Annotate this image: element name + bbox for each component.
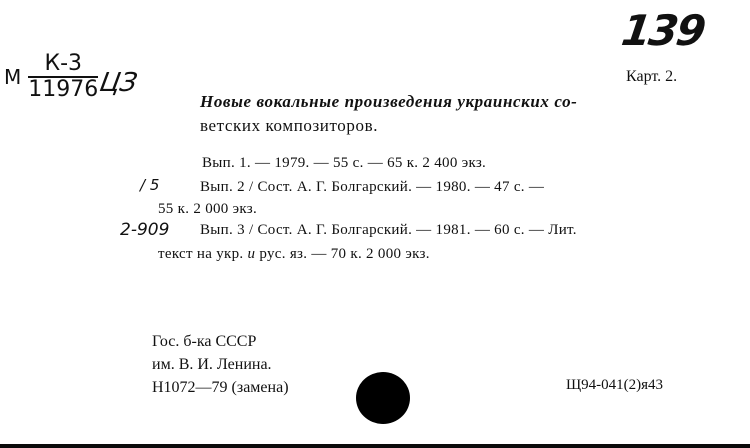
shelf-scribble: ЦЗ bbox=[97, 68, 140, 98]
title-line-1: Новые вокальные произведения украинских со- bbox=[200, 92, 578, 111]
volume-2-entry: Вып. 2 / Сост. А. Г. Болгарский. — 1980. — 47 с. — bbox=[200, 179, 545, 195]
library-honorific: им. В. И. Ленина. bbox=[152, 356, 272, 373]
library-print-code: Н1072—79 (замена) bbox=[152, 379, 289, 396]
shelf-numerator: К-3 bbox=[28, 52, 98, 78]
volume-2-handwritten-mark: / 5 bbox=[140, 176, 160, 194]
volume-3-text-pre: текст на укр. bbox=[158, 246, 248, 262]
volume-3-entry-cont bbox=[158, 246, 430, 263]
shelf-fraction bbox=[28, 52, 98, 102]
library-name: Гос. б-ка СССР bbox=[152, 333, 257, 350]
volume-3-text-post: рус. яз. — 70 к. 2 000 экз. bbox=[255, 246, 430, 262]
card-number: Карт. 2. bbox=[626, 68, 678, 85]
volume-2-entry-cont: 55 к. 2 000 экз. bbox=[158, 201, 258, 217]
inventory-number: 139 bbox=[618, 6, 708, 55]
volume-3-text-and: и bbox=[247, 246, 256, 262]
shelf-denominator: 11976 bbox=[28, 77, 99, 102]
volume-3-entry: Вып. 3 / Сост. А. Г. Болгарский. — 1981. — 60 с. — Лит. bbox=[200, 222, 577, 238]
card-bottom-edge bbox=[0, 444, 750, 448]
shelf-prefix: М bbox=[4, 65, 22, 89]
volume-1-entry: Вып. 1. — 1979. — 55 с. — 65 к. 2 400 экз. bbox=[202, 155, 487, 171]
punch-hole bbox=[356, 372, 410, 424]
classification-code: Щ94-041(2)я43 bbox=[566, 377, 664, 393]
volume-3-handwritten-mark: 2-909 bbox=[120, 220, 170, 240]
shelf-mark bbox=[4, 52, 98, 102]
title-line-2: ветских композиторов. bbox=[200, 116, 379, 135]
